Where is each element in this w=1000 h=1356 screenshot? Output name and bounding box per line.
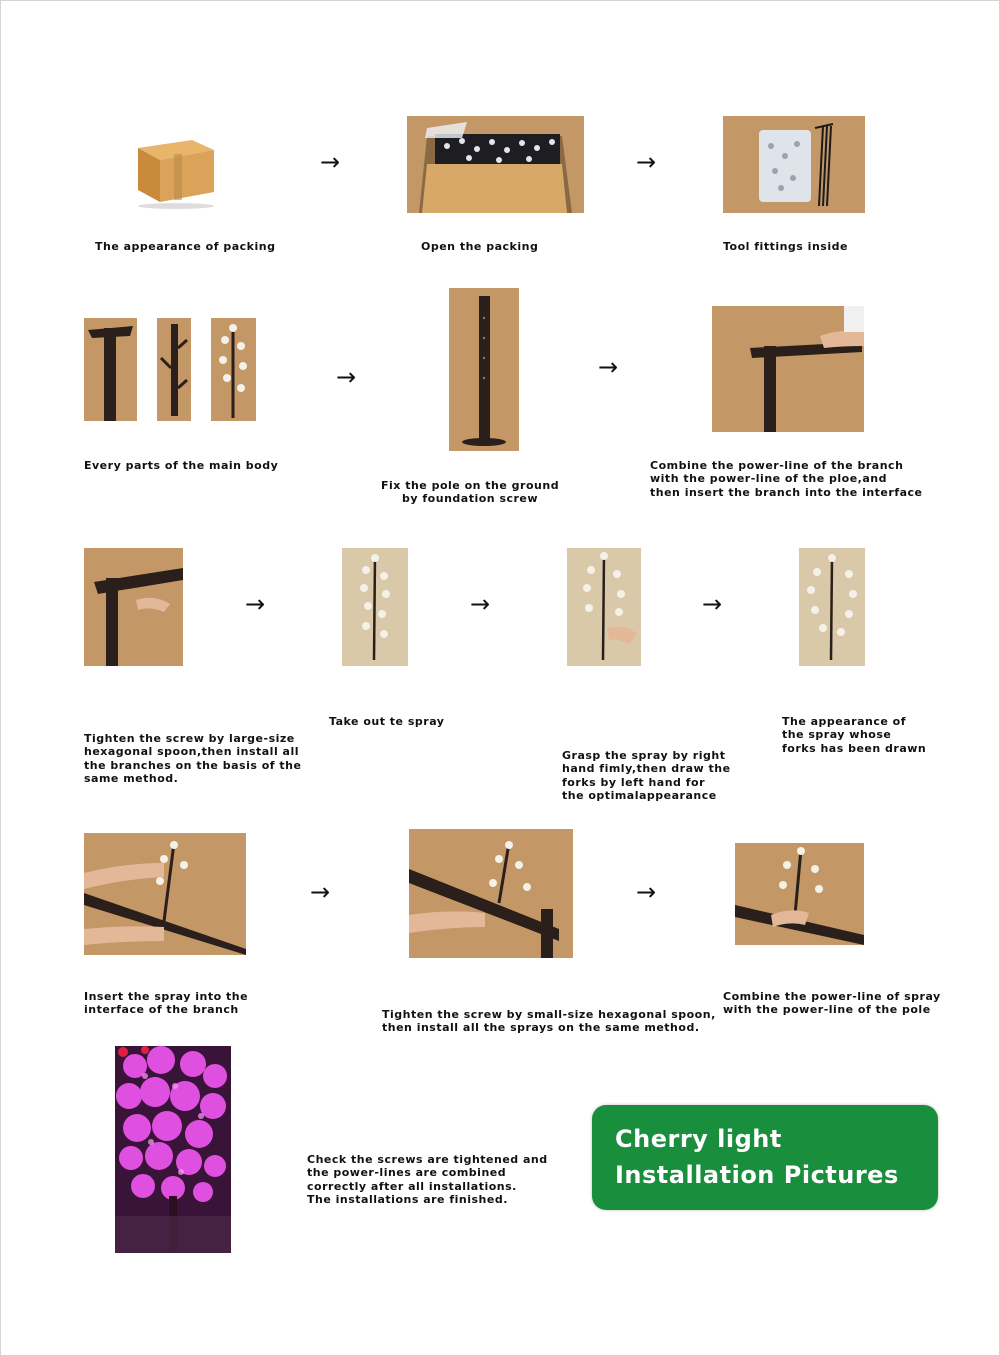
step-caption: Grasp the spray by right hand fimly,then draw the forks by left hand for the optimalappearance	[562, 749, 731, 803]
step-caption: The appearance of the spray whose forks has been drawn	[782, 715, 927, 755]
step-caption: Every parts of the main body	[84, 459, 279, 472]
finished-tree-photo	[115, 1046, 231, 1253]
arrow-right-icon: →	[702, 590, 723, 618]
arrow-right-icon: →	[598, 353, 619, 381]
step-caption: Tighten the screw by small-size hexagonal spoon, then install all the sprays on the same method.	[382, 1008, 716, 1035]
step-caption: Check the screws are tightened and the power-lines are combined correctly after all installations. The installations are finished.	[307, 1153, 548, 1207]
badge-title-line1: Cherry light	[615, 1125, 782, 1153]
drawn-spray-photo	[799, 548, 865, 666]
arrow-right-icon: →	[636, 878, 657, 906]
step-caption: Tighten the screw by large-size hexagonal spoon,then install all the branches on the basis of the same method.	[84, 732, 302, 786]
main-body-part-photo	[211, 318, 256, 421]
grasp-spray-photo	[567, 548, 641, 666]
step-caption: Combine the power-line of spray with the power-line of the pole	[723, 990, 941, 1017]
packing-box-photo	[130, 130, 220, 210]
arrow-right-icon: →	[245, 590, 266, 618]
step-caption: Tool fittings inside	[723, 240, 848, 253]
badge-title-line2: Installation Pictures	[615, 1161, 899, 1189]
step-caption: Combine the power-line of the branch with the power-line of the ploe,and then insert the branch into the interface	[650, 459, 923, 499]
insert-spray-photo	[84, 833, 246, 955]
arrow-right-icon: →	[336, 363, 357, 391]
open-box-photo	[407, 116, 584, 213]
step-caption: Open the packing	[421, 240, 539, 253]
step-caption: Take out te spray	[329, 715, 445, 728]
step-caption: The appearance of packing	[95, 240, 276, 253]
combine-branch-photo	[712, 306, 864, 432]
tighten-large-screw-photo	[84, 548, 183, 666]
arrow-right-icon: →	[470, 590, 491, 618]
arrow-right-icon: →	[310, 878, 331, 906]
main-body-part-photo	[84, 318, 137, 421]
pole-photo	[449, 288, 519, 451]
arrow-right-icon: →	[320, 148, 341, 176]
main-body-part-photo	[157, 318, 191, 421]
title-badge	[592, 1105, 938, 1210]
arrow-right-icon: →	[636, 148, 657, 176]
step-caption: Insert the spray into the interface of the branch	[84, 990, 249, 1017]
step-caption: Fix the pole on the ground by foundation screw	[381, 479, 560, 506]
spray-photo	[342, 548, 408, 666]
tighten-small-screw-photo	[409, 829, 573, 958]
tool-fittings-photo	[723, 116, 865, 213]
combine-spray-line-photo	[735, 843, 864, 945]
